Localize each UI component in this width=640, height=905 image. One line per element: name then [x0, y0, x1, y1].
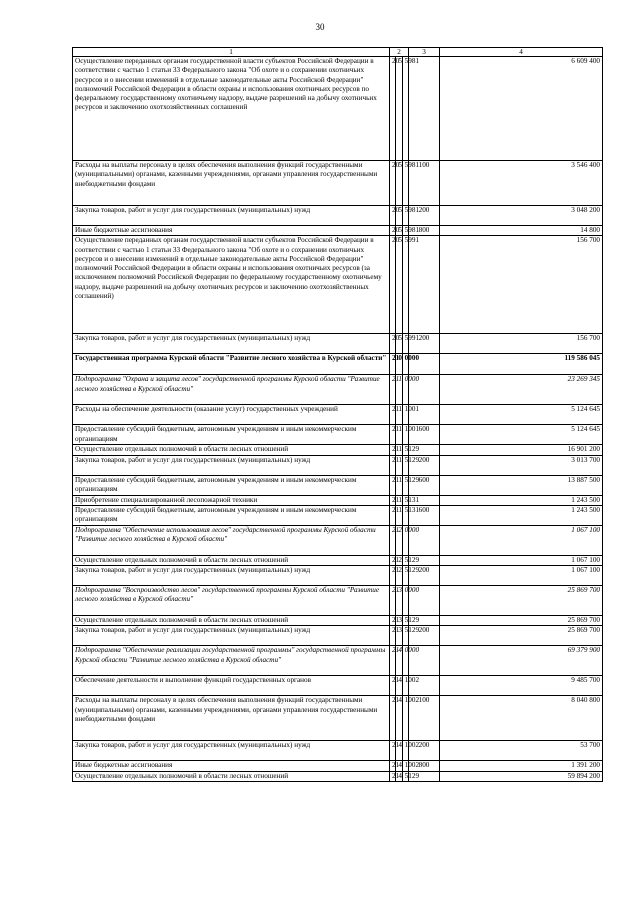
- page-number: 30: [315, 22, 325, 32]
- row-name-cell: Расходы на выплаты персоналу в целях обеспечения выполнения функций государственными (муниципальными) органами, казенными учреждениями, органами управления государственными внебюджетными фондами: [73, 696, 390, 741]
- row-subsection-cell: 5: [396, 334, 402, 354]
- row-amount-cell: 119 586 045: [440, 354, 603, 375]
- table-row: [73, 375, 603, 405]
- row-target-code-cell: 5981: [402, 226, 408, 236]
- row-subsection-cell: 4: [396, 741, 402, 761]
- row-expense-type-cell: 200: [409, 741, 440, 761]
- row-subsection-cell: 1: [396, 375, 402, 405]
- row-target-code-cell: 5129: [402, 475, 408, 495]
- row-amount-cell: 1 067 100: [440, 555, 603, 565]
- row-amount-cell: 1 243 500: [440, 505, 603, 525]
- row-section-cell: 21: [390, 405, 396, 425]
- row-subsection-cell: 2: [396, 566, 402, 586]
- row-amount-cell: 156 700: [440, 236, 603, 334]
- header-col-4: 4: [440, 48, 603, 57]
- row-section-cell: 21: [390, 696, 396, 741]
- row-amount-cell: 25 869 700: [440, 626, 603, 646]
- table-row: [73, 57, 603, 161]
- table-row: [73, 525, 603, 555]
- row-target-code-cell: 5129: [402, 455, 408, 475]
- row-section-cell: 21: [390, 445, 396, 455]
- row-target-code-cell: 1002: [402, 696, 408, 741]
- row-name-cell: Подпрограмма "Обеспечение реализации государственной программы" государственной программы Курской области "Развитие лесного хозяйства в Курской области": [73, 646, 390, 676]
- row-subsection-cell: 4: [396, 676, 402, 696]
- row-subsection-cell: 0: [396, 354, 402, 375]
- row-name-cell: Закупка товаров, работ и услуг для государственных (муниципальных) нужд: [73, 741, 390, 761]
- row-section-cell: 21: [390, 475, 396, 495]
- row-subsection-cell: 5: [396, 161, 402, 206]
- row-expense-type-cell: [409, 236, 440, 334]
- row-name-cell: Закупка товаров, работ и услуг для государственных (муниципальных) нужд: [73, 626, 390, 646]
- row-target-code-cell: 5131: [402, 505, 408, 525]
- row-name-cell: Закупка товаров, работ и услуг для государственных (муниципальных) нужд: [73, 206, 390, 226]
- table-row: [73, 405, 603, 425]
- row-amount-cell: 1 067 100: [440, 566, 603, 586]
- row-section-cell: 20: [390, 206, 396, 226]
- row-target-code-cell: 1001: [402, 405, 408, 425]
- row-section-cell: 21: [390, 425, 396, 445]
- row-expense-type-cell: 800: [409, 226, 440, 236]
- row-target-code-cell: 5129: [402, 555, 408, 565]
- row-target-code-cell: 5129: [402, 616, 408, 626]
- row-name-cell: Расходы на обеспечение деятельности (оказание услуг) государственных учреждений: [73, 405, 390, 425]
- row-subsection-cell: 1: [396, 445, 402, 455]
- row-name-cell: Предоставление субсидий бюджетным, автономным учреждениям и иным некоммерческим организациям: [73, 505, 390, 525]
- row-name-cell: Расходы на выплаты персоналу в целях обеспечения выполнения функций государственными (муниципальными) органами, казенными учреждениями, органами управления государственными внебюджетными фондами: [73, 161, 390, 206]
- row-amount-cell: 1 391 200: [440, 761, 603, 771]
- table-row: [73, 646, 603, 676]
- row-target-code-cell: 5129: [402, 445, 408, 455]
- row-target-code-cell: 0000: [402, 586, 408, 616]
- row-target-code-cell: 0000: [402, 375, 408, 405]
- row-section-cell: 21: [390, 505, 396, 525]
- table-row: [73, 455, 603, 475]
- table-row: [73, 445, 603, 455]
- table-row: [73, 495, 603, 505]
- row-section-cell: 21: [390, 761, 396, 771]
- table-row: [73, 616, 603, 626]
- header-col-2: 2: [390, 48, 409, 57]
- table-row: [73, 741, 603, 761]
- table-row: [73, 354, 603, 375]
- row-expense-type-cell: 600: [409, 425, 440, 445]
- header-col-1: 1: [73, 48, 390, 57]
- row-name-cell: Осуществление отдельных полномочий в области лесных отношений: [73, 616, 390, 626]
- row-subsection-cell: 2: [396, 525, 402, 555]
- table-row: [73, 425, 603, 445]
- row-amount-cell: 3 546 400: [440, 161, 603, 206]
- row-subsection-cell: 1: [396, 495, 402, 505]
- table-row: [73, 334, 603, 354]
- row-section-cell: 20: [390, 334, 396, 354]
- row-subsection-cell: 5: [396, 226, 402, 236]
- row-target-code-cell: 1002: [402, 676, 408, 696]
- row-subsection-cell: 1: [396, 405, 402, 425]
- row-expense-type-cell: 600: [409, 475, 440, 495]
- row-name-cell: Подпрограмма "Обеспечение использования лесов" государственной программы Курской области "Развитие лесного хозяйства в Курской области": [73, 525, 390, 555]
- row-subsection-cell: 4: [396, 771, 402, 781]
- row-name-cell: Закупка товаров, работ и услуг для государственных (муниципальных) нужд: [73, 334, 390, 354]
- row-target-code-cell: 0000: [402, 525, 408, 555]
- row-amount-cell: 1 243 500: [440, 495, 603, 505]
- row-amount-cell: 69 379 900: [440, 646, 603, 676]
- row-subsection-cell: 2: [396, 555, 402, 565]
- row-target-code-cell: 5131: [402, 495, 408, 505]
- row-section-cell: 21: [390, 375, 396, 405]
- row-expense-type-cell: 100: [409, 161, 440, 206]
- row-subsection-cell: 3: [396, 586, 402, 616]
- table-row: [73, 226, 603, 236]
- row-section-cell: 20: [390, 161, 396, 206]
- row-name-cell: Закупка товаров, работ и услуг для государственных (муниципальных) нужд: [73, 455, 390, 475]
- table-row: [73, 696, 603, 741]
- row-name-cell: Иные бюджетные ассигнования: [73, 226, 390, 236]
- budget-table: [72, 47, 603, 782]
- row-amount-cell: 23 269 345: [440, 375, 603, 405]
- row-expense-type-cell: 200: [409, 206, 440, 226]
- row-amount-cell: 14 800: [440, 226, 603, 236]
- row-name-cell: Предоставление субсидий бюджетным, автономным учреждениям и иным некоммерческим организациям: [73, 475, 390, 495]
- row-name-cell: Обеспечение деятельности и выполнение функций государственных органов: [73, 676, 390, 696]
- row-section-cell: 20: [390, 226, 396, 236]
- row-section-cell: 21: [390, 566, 396, 586]
- table-header-row: [73, 48, 603, 57]
- row-target-code-cell: 1002: [402, 741, 408, 761]
- table-row: [73, 206, 603, 226]
- table-row: [73, 771, 603, 781]
- row-section-cell: 21: [390, 646, 396, 676]
- row-section-cell: 21: [390, 495, 396, 505]
- row-subsection-cell: 5: [396, 236, 402, 334]
- row-subsection-cell: 3: [396, 616, 402, 626]
- table-row: [73, 475, 603, 495]
- row-subsection-cell: 5: [396, 57, 402, 161]
- row-expense-type-cell: 200: [409, 455, 440, 475]
- header-col-3: 3: [409, 48, 440, 57]
- row-expense-type-cell: 200: [409, 566, 440, 586]
- row-amount-cell: 13 887 500: [440, 475, 603, 495]
- table-row: [73, 505, 603, 525]
- row-name-cell: Иные бюджетные ассигнования: [73, 761, 390, 771]
- row-subsection-cell: 4: [396, 696, 402, 741]
- row-target-code-cell: 0000: [402, 354, 408, 375]
- row-subsection-cell: 1: [396, 425, 402, 445]
- row-name-cell: Приобретение специализированной лесопожарной техники: [73, 495, 390, 505]
- row-expense-type-cell: 100: [409, 696, 440, 741]
- row-target-code-cell: 5981: [402, 206, 408, 226]
- row-subsection-cell: 4: [396, 761, 402, 771]
- row-target-code-cell: 5981: [402, 57, 408, 161]
- table-row: [73, 236, 603, 334]
- table-row: [73, 566, 603, 586]
- table-row: [73, 626, 603, 646]
- row-amount-cell: 5 124 645: [440, 425, 603, 445]
- table-row: [73, 761, 603, 771]
- row-target-code-cell: 1002: [402, 761, 408, 771]
- row-section-cell: 21: [390, 354, 396, 375]
- row-name-cell: Подпрограмма "Воспроизводство лесов" государственной программы Курской области "Развитие лесного хозяйства в Курской области": [73, 586, 390, 616]
- row-amount-cell: 8 040 800: [440, 696, 603, 741]
- row-section-cell: 21: [390, 771, 396, 781]
- row-amount-cell: 25 869 700: [440, 586, 603, 616]
- row-subsection-cell: 5: [396, 206, 402, 226]
- row-target-code-cell: 0000: [402, 646, 408, 676]
- row-section-cell: 21: [390, 741, 396, 761]
- row-amount-cell: 3 013 700: [440, 455, 603, 475]
- row-section-cell: 21: [390, 586, 396, 616]
- row-name-cell: Осуществление отдельных полномочий в области лесных отношений: [73, 445, 390, 455]
- row-amount-cell: 6 609 400: [440, 57, 603, 161]
- row-target-code-cell: 5981: [402, 161, 408, 206]
- row-amount-cell: 25 869 700: [440, 616, 603, 626]
- row-section-cell: 20: [390, 236, 396, 334]
- row-expense-type-cell: 800: [409, 761, 440, 771]
- row-name-cell: Закупка товаров, работ и услуг для государственных (муниципальных) нужд: [73, 566, 390, 586]
- row-section-cell: 21: [390, 616, 396, 626]
- row-amount-cell: 1 067 100: [440, 525, 603, 555]
- row-subsection-cell: 1: [396, 455, 402, 475]
- row-section-cell: 21: [390, 626, 396, 646]
- row-name-cell: Осуществление отдельных полномочий в области лесных отношений: [73, 771, 390, 781]
- row-expense-type-cell: [409, 57, 440, 161]
- row-subsection-cell: 1: [396, 505, 402, 525]
- row-expense-type-cell: 200: [409, 626, 440, 646]
- row-expense-type-cell: 600: [409, 505, 440, 525]
- row-target-code-cell: 5991: [402, 236, 408, 334]
- row-subsection-cell: 1: [396, 475, 402, 495]
- table-row: [73, 676, 603, 696]
- row-amount-cell: 156 700: [440, 334, 603, 354]
- row-amount-cell: 9 485 700: [440, 676, 603, 696]
- row-amount-cell: 5 124 645: [440, 405, 603, 425]
- row-name-cell: Предоставление субсидий бюджетным, автономным учреждениям и иным некоммерческим организациям: [73, 425, 390, 445]
- row-amount-cell: 59 894 200: [440, 771, 603, 781]
- row-target-code-cell: 1001: [402, 425, 408, 445]
- row-target-code-cell: 5991: [402, 334, 408, 354]
- row-target-code-cell: 5129: [402, 566, 408, 586]
- row-name-cell: Осуществление отдельных полномочий в области лесных отношений: [73, 555, 390, 565]
- row-section-cell: 20: [390, 57, 396, 161]
- row-name-cell: Подпрограмма "Охрана и защита лесов" государственной программы Курской области "Развитие лесного хозяйства в Курской области": [73, 375, 390, 405]
- row-section-cell: 21: [390, 525, 396, 555]
- table-row: [73, 161, 603, 206]
- row-target-code-cell: 5129: [402, 771, 408, 781]
- row-name-cell: Государственная программа Курской области "Развитие лесного хозяйства в Курской области": [73, 354, 390, 375]
- row-section-cell: 21: [390, 676, 396, 696]
- row-subsection-cell: 4: [396, 646, 402, 676]
- table-row: [73, 555, 603, 565]
- row-section-cell: 21: [390, 455, 396, 475]
- row-name-cell: Осуществление переданных органам государственной власти субъектов Российской Федерации в соответствии с частью 1 статьи 33 Федерального закона "Об охоте и о сохранении охотничьих ресурсов и о внесении изменений в отдельные законодательные акты Российской Федерации" полномочий Российской Федерации в области охраны и использования охотничьих ресурсов по федеральному государственному охотничьему надзору, выдаче разрешений на добычу охотничьих ресурсов и заключению охотхозяйственных соглашений: [73, 57, 390, 161]
- row-expense-type-cell: 200: [409, 334, 440, 354]
- row-name-cell: Осуществление переданных органам государственной власти субъектов Российской Федерации в соответствии с частью 1 статьи 33 Федерального закона "Об охоте и о сохранении охотничьих ресурсов и о внесении изменений в отдельные законодательные акты Российской Федерации" полномочий Российской Федерации в области охраны и использования охотничьих ресурсов (за исключением полномочий Российской Федерации по федеральному государственному охотничьему надзору, выдаче разрешений на добычу охотничьих ресурсов и заключению охотхозяйственных соглашений): [73, 236, 390, 334]
- row-target-code-cell: 5129: [402, 626, 408, 646]
- row-subsection-cell: 3: [396, 626, 402, 646]
- row-amount-cell: 3 048 200: [440, 206, 603, 226]
- row-section-cell: 21: [390, 555, 396, 565]
- row-amount-cell: 53 700: [440, 741, 603, 761]
- row-amount-cell: 16 901 200: [440, 445, 603, 455]
- table-row: [73, 586, 603, 616]
